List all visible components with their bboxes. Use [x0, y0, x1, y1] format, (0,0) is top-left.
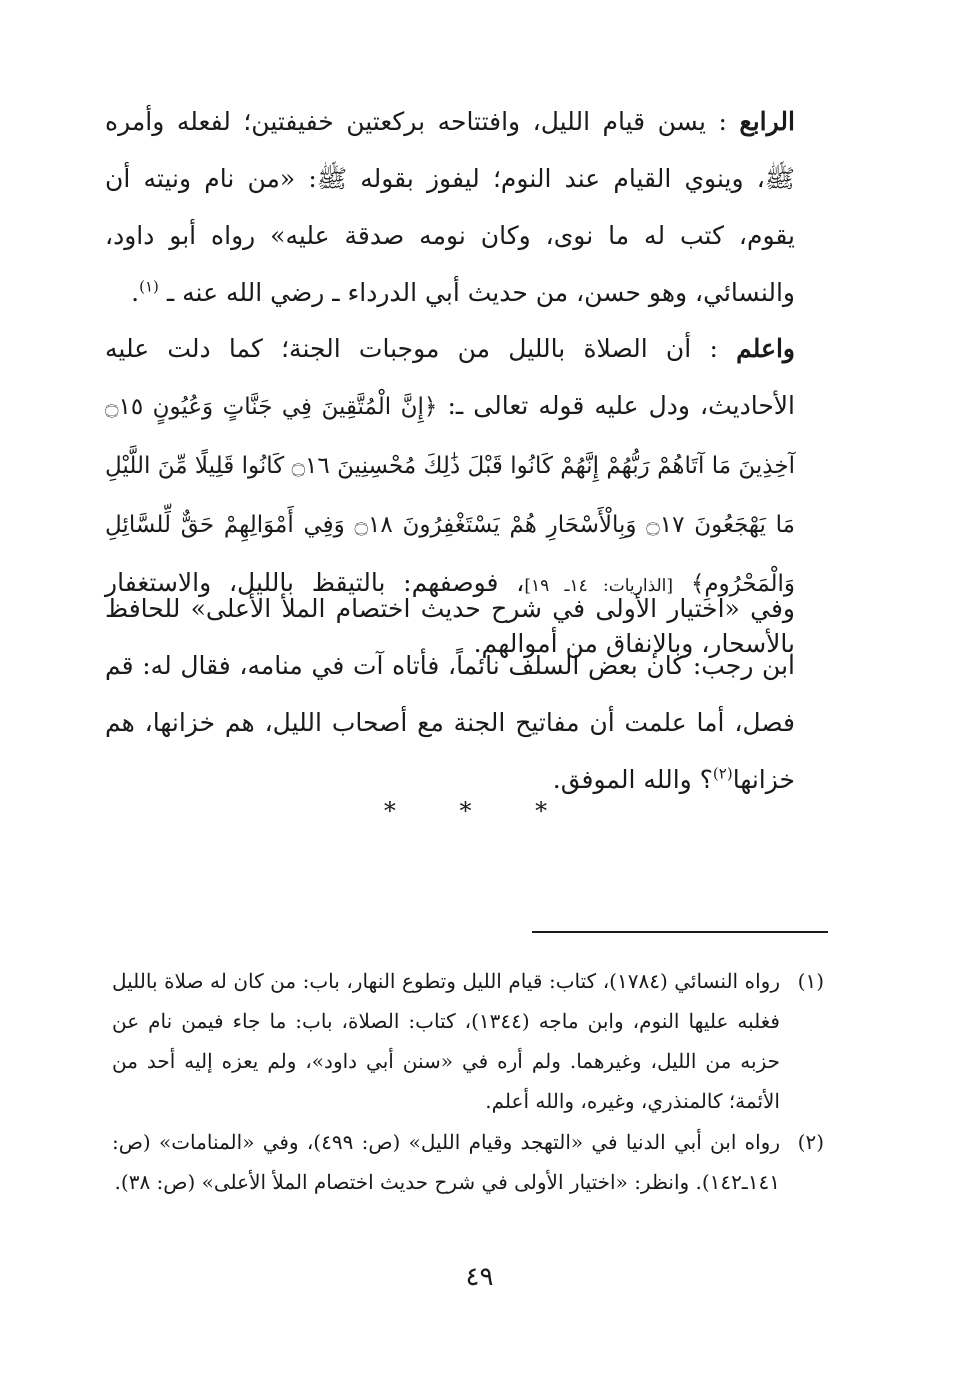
footnote-rule	[532, 931, 828, 933]
paragraph-text: : أن الصلاة بالليل من موجبات الجنة؛ كما دلت عليه الأحاديث، ودل عليه قوله تعالى ـ:	[105, 334, 795, 420]
quran-reference: [الذاريات: ١٤ـ ١٩]	[524, 576, 674, 596]
section-separator: * * *	[383, 797, 576, 825]
paragraph-text-after: ، فوصفهم: بالتيقظ بالليل، والاستغفار بالأسحار، وبالإنفاق من أموالهم.	[105, 568, 795, 658]
paragraph-text: : يسن قيام الليل، وافتتاحه بركعتين خفيفتين؛ لفعله وأمره ﷺ، وينوي القيام عند النوم؛ ليفوز بقوله ﷺ: «من نام ونيته أن يقوم، كتب له ما نوى، وكان نومه صدقة عليه» رواه أبو داود، والنسائي، وهو حسن، من حديث أبي الدرداء ـ رضي الله عنه ـ	[105, 107, 795, 307]
footnote-text: رواه النسائي (١٧٨٤)، كتاب: قيام الليل وتطوع النهار، باب: من كان له صلاة بالليل فغلبه عليها النوم، وابن ماجه (١٣٤٤)، كتاب: الصلاة، باب: ما جاء فيمن نام عن حزبه من الليل، وغيرهما. ولم أره في «سنن أبي داود»، ولم يعزه إليه أحد من الأئمة؛ كالمنذري، وغيره، والله أعلم.	[112, 969, 780, 1113]
quran-verse: ﴿إِنَّ الْمُتَّقِينَ فِي جَنَّاتٍ وَعُيُونٍ ۝١٥ آخِذِينَ مَا آتَاهُمْ رَبُّهُمْ إِنَّهُمْ كَانُوا قَبْلَ ذَٰلِكَ مُحْسِنِينَ ۝١٦ كَانُوا قَلِيلًا مِّنَ اللَّيْلِ مَا يَهْجَعُونَ ۝١٧ وَبِالْأَسْحَارِ هُمْ يَسْتَغْفِرُونَ ۝١٨ وَفِي أَمْوَالِهِمْ حَقٌّ لِّلسَّائِلِ وَالْمَحْرُومِ﴾	[105, 394, 796, 597]
footnote-ref-1[interactable]: (١)	[139, 277, 159, 296]
footnote-ref-2[interactable]: (٢)	[712, 764, 733, 783]
footnote-number: (٢)	[797, 1130, 824, 1154]
footnote-number: (١)	[797, 969, 824, 993]
footnote-2	[112, 1122, 824, 1202]
paragraph-lead-word: واعلم	[736, 334, 795, 363]
page-number: ٤٩	[465, 1262, 494, 1292]
paragraph-fourth	[105, 93, 795, 321]
footnote-1	[112, 961, 824, 1121]
paragraph-ibn-rajab	[105, 580, 795, 808]
paragraph-tail: .	[131, 278, 140, 307]
footnote-text: رواه ابن أبي الدنيا في «التهجد وقيام الليل» (ص: ٤٩٩)، وفي «المنامات» (ص: ١٤١ـ١٤٢). وانظر: «اختيار الأولى في شرح حديث اختصام الملأ الأعلى» (ص: ٣٨).	[112, 1130, 780, 1194]
paragraph-lead-word: الرابع	[739, 107, 795, 136]
paragraph-text: وفي «اختيار الأولى في شرح حديث اختصام الملأ الأعلى» للحافظ ابن رجب: كان بعض السلف نائماً، فأتاه آت في منامه، فقال له: قم فصل، أما علمت أن مفاتيح الجنة مع أصحاب الليل، هم خزانها، هم خزانها	[105, 594, 795, 794]
paragraph-tail: ؟ والله الموفق.	[552, 765, 713, 794]
